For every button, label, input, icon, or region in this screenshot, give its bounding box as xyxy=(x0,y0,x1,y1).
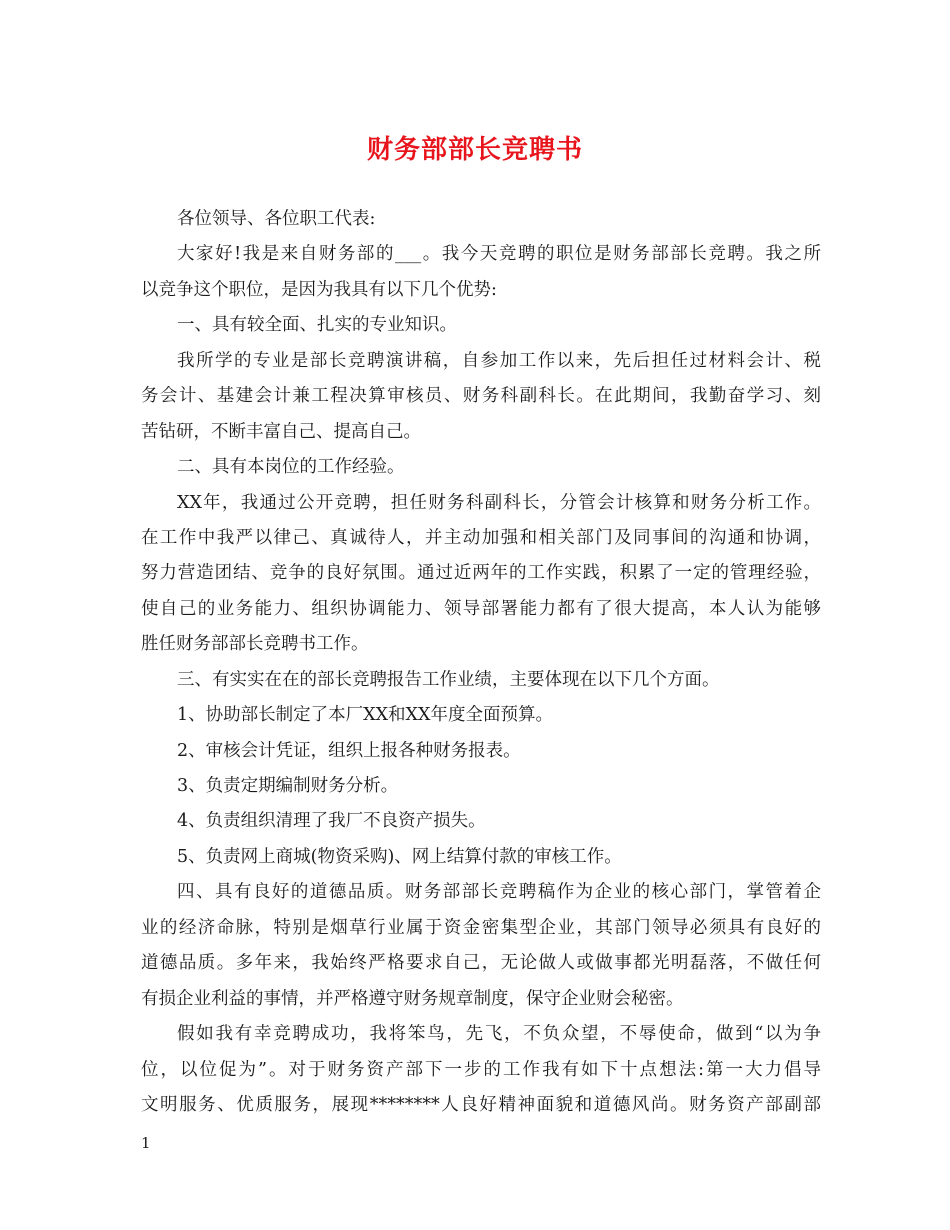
paragraph-line: 苦钻研，不断丰富自己、提高自己。 xyxy=(141,421,421,442)
paragraph-line: 假如我有幸竞聘成功，我将笨鸟，先飞，不负众望，不辱使命，做到“以为争 xyxy=(177,1024,821,1045)
paragraph-line: 各位领导、各位职工代表: xyxy=(177,209,376,229)
paragraph-line: 文明服务、优质服务，展现********人良好精神面貌和道德风尚。财务资产部副部 xyxy=(141,1094,821,1115)
paragraph-line: 业的经济命脉，特别是烟草行业属于资金密集型企业，其部门领导必须具有良好的 xyxy=(141,917,821,938)
paragraph-line: 大家好!我是来自财务部的___。我今天竞聘的职位是财务部部长竞聘。我之所 xyxy=(177,244,821,265)
paragraph-line: 四、具有良好的道德品质。财务部部长竞聘稿作为企业的核心部门，掌管着企 xyxy=(177,882,821,903)
paragraph-line: 3、负责定期编制财务分析。 xyxy=(177,776,399,796)
paragraph-line: 5、负责网上商城(物资采购)、网上结算付款的审核工作。 xyxy=(177,846,622,867)
paragraph-line: 以竞争这个职位，是因为我具有以下几个优势: xyxy=(141,279,497,300)
document-title: 财务部部长竞聘书 xyxy=(366,135,583,165)
paragraph-line: 使自己的业务能力、组织协调能力、领导部署能力都有了很大提高，本人认为能够 xyxy=(141,598,821,619)
paragraph-line: 有损企业利益的事情，并严格遵守财务规章制度，保守企业财会秘密。 xyxy=(141,988,684,1009)
paragraph-line: XX年，我通过公开竞聘，担任财务科副科长，分管会计核算和财务分析工作。 xyxy=(177,492,821,513)
page-number: 1 xyxy=(141,1134,151,1152)
paragraph-line: 2、审核会计凭证，组织上报各种财务报表。 xyxy=(177,740,521,761)
paragraph-line: 务会计、基建会计兼工程决算审核员、财务科副科长。在此期间，我勤奋学习、刻 xyxy=(141,386,821,407)
paragraph-line: 位，以位促为”。对于财务资产部下一步的工作我有如下十点想法:第一大力倡导 xyxy=(141,1059,821,1080)
paragraph-line: 胜任财务部部长竞聘书工作。 xyxy=(141,634,369,655)
document-body xyxy=(141,202,821,1123)
paragraph-line: 三、有实实在在的部长竞聘报告工作业绩，主要体现在以下几个方面。 xyxy=(177,669,720,690)
paragraph-line: 道德品质。多年来，我始终严格要求自己，无论做人或做事都光明磊落，不做任何 xyxy=(141,953,821,974)
paragraph-line: 二、具有本岗位的工作经验。 xyxy=(177,457,405,478)
paragraph-line: 我所学的专业是部长竞聘演讲稿，自参加工作以来，先后担任过材料会计、税 xyxy=(177,350,821,371)
paragraph-line: 努力营造团结、竞争的良好氛围。通过近两年的工作实践，积累了一定的管理经验， xyxy=(141,563,821,584)
paragraph-line: 一、具有较全面、扎实的专业知识。 xyxy=(177,315,457,336)
paragraph-line: 在工作中我严以律己、真诚待人，并主动加强和相关部门及同事间的沟通和协调， xyxy=(141,527,821,548)
paragraph-line: 1、协助部长制定了本厂XX和XX年度全面预算。 xyxy=(177,705,553,726)
paragraph-line: 4、负责组织清理了我厂不良资产损失。 xyxy=(177,811,486,832)
